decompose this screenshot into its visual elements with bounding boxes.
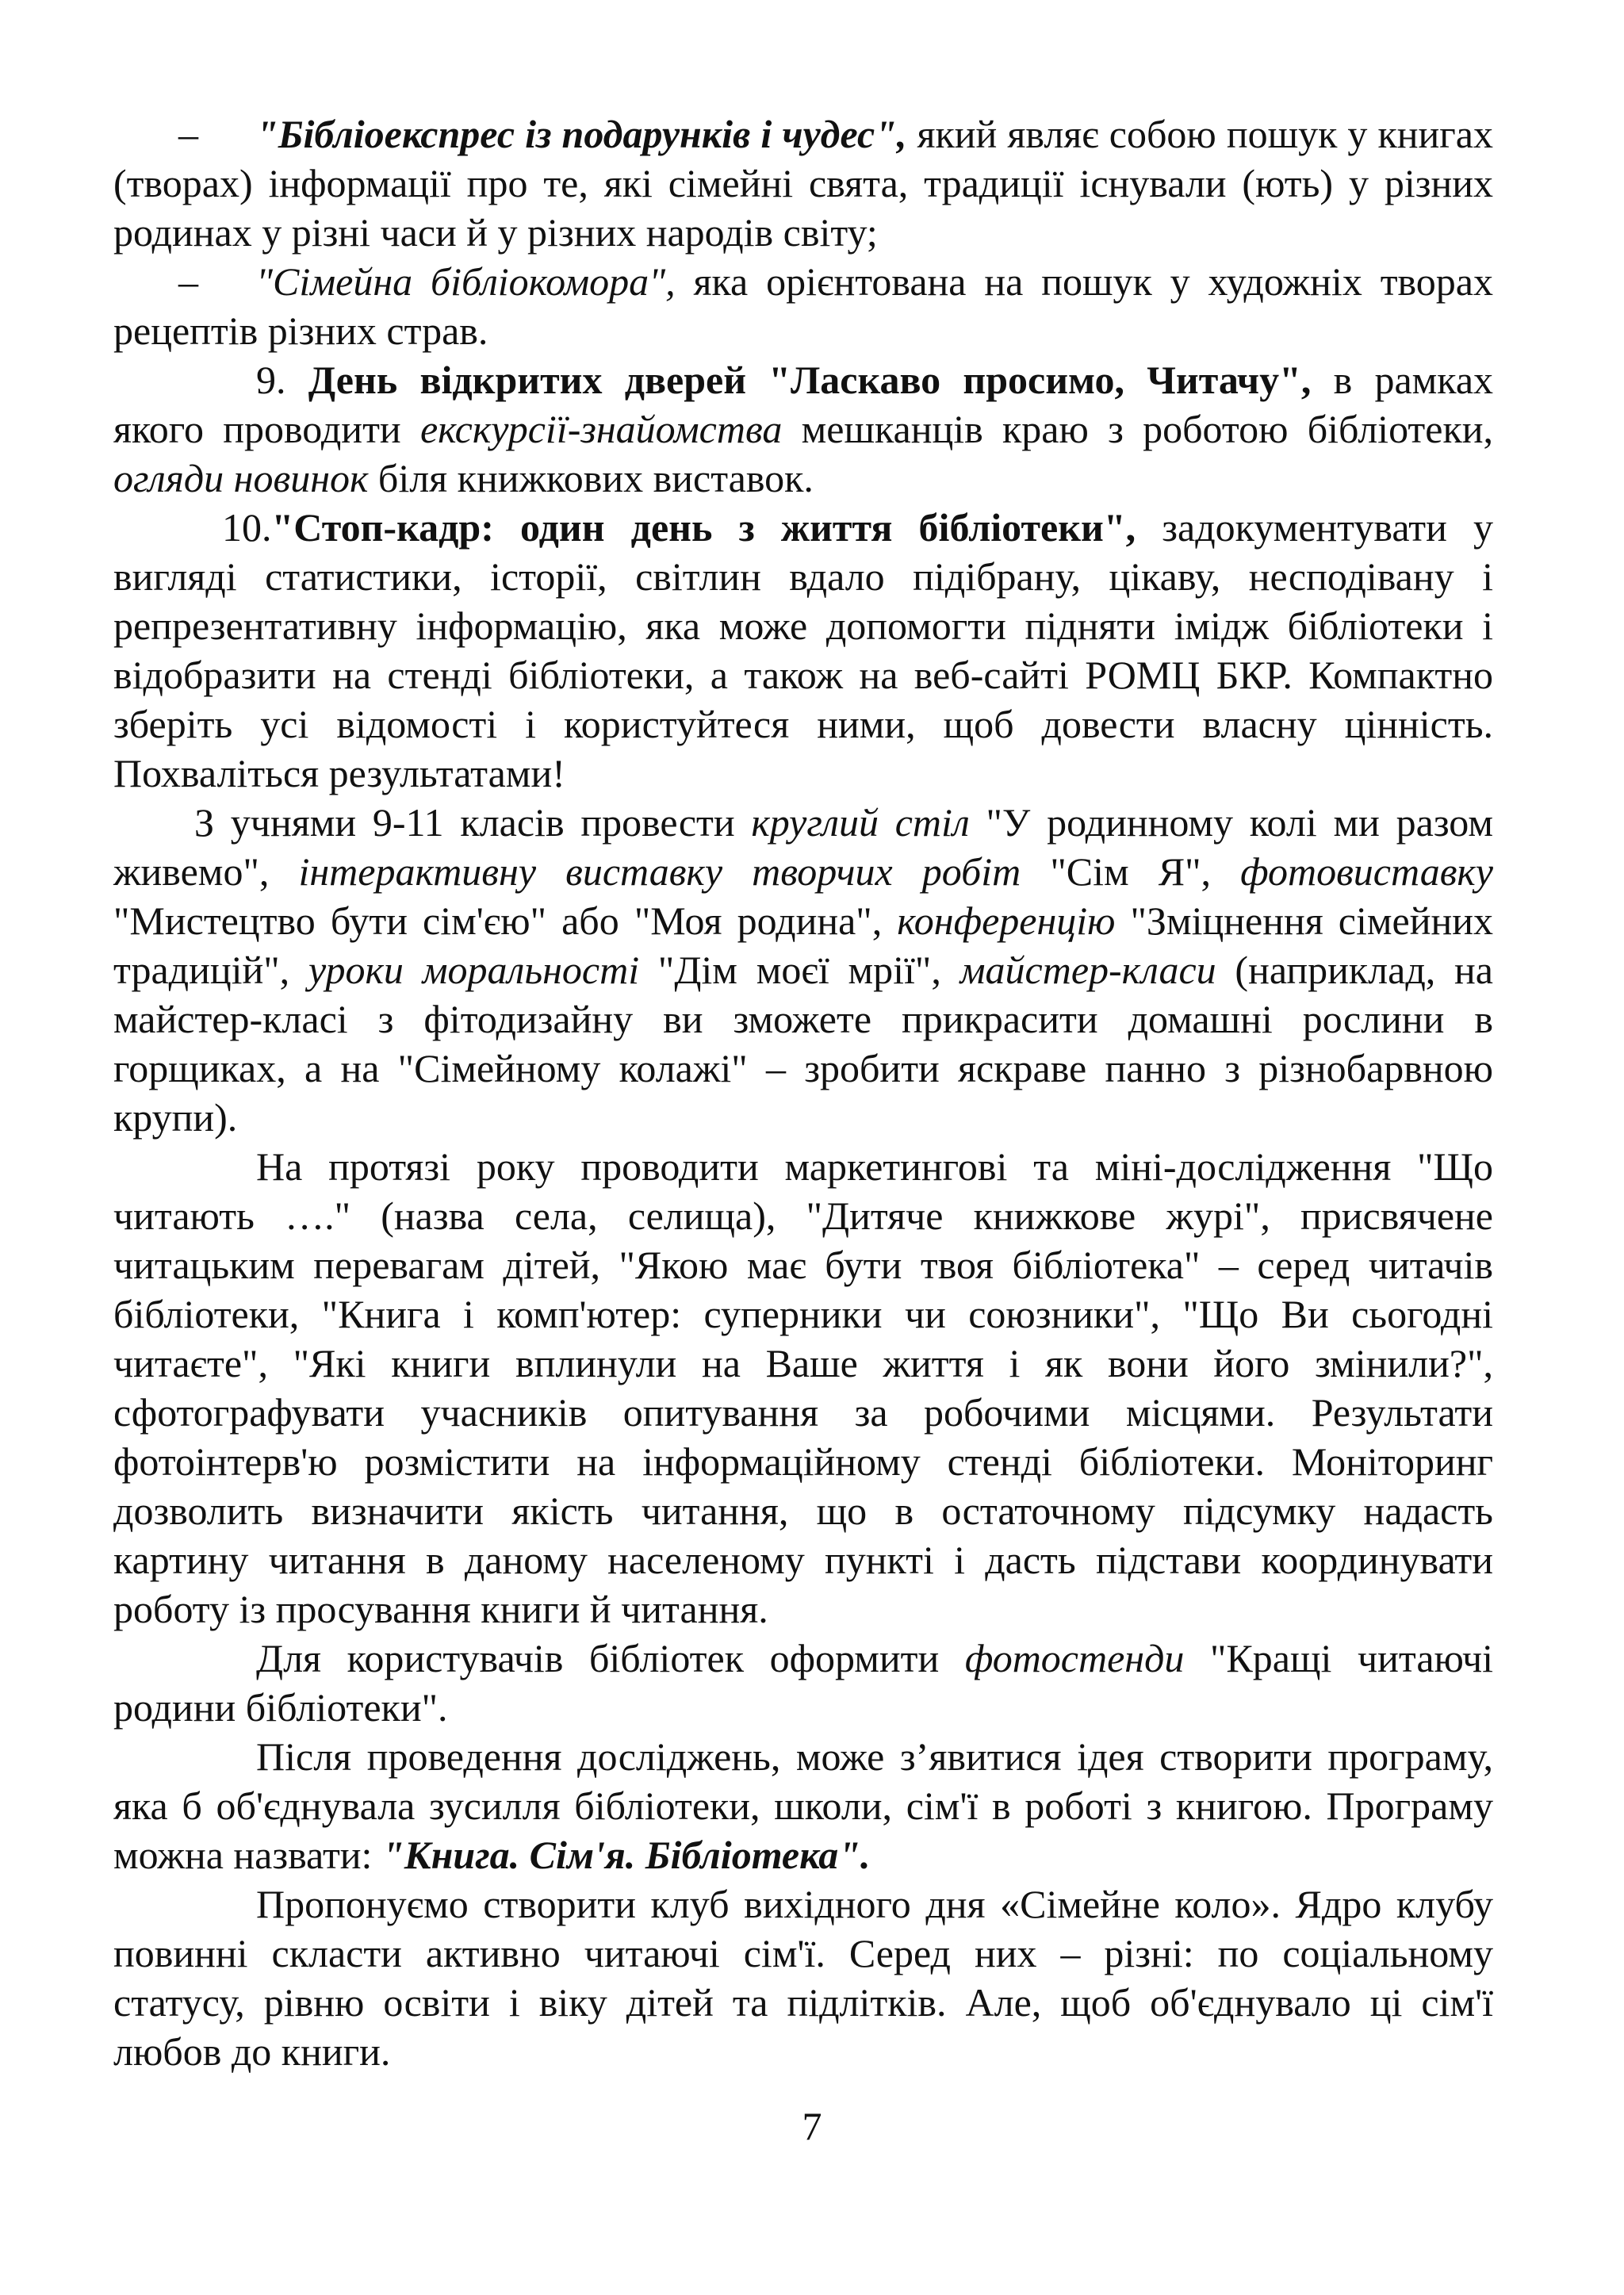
- paragraph-text: На протязі року проводити маркетингові та міні-дослідження "Що читають …." (назва села, селища), "Дитяче книжкове журі", присвячене читацьким перевагам дітей, "Якою має бути твоя бібліотека" – серед читачів бібліотеки, "Книга і комп'ютер: суперники чи союзники", "Що Ви сьогодні читаєте", "Які книги вплинули на Ваше життя і як вони його змінили?", сфотографувати учасників опитування за робочими місцями. Результати фотоінтерв'ю розмістити на інформаційному стенді бібліотеки. Моніторинг дозволить визначити якість читання, що в остаточному підсумку надасть картину читання в даному населеному пункті і дасть підстави координувати роботу із просування книги й читання.: [113, 1144, 1493, 1631]
- item-text: яка орієнтована на пошук у художніх творах рецептів різних страв.: [113, 259, 1494, 353]
- paragraph-text: "Сім Я",: [1021, 849, 1241, 894]
- paragraph-program: [113, 1732, 1493, 1879]
- paragraph-emphasis: інтерактивну виставку творчих робіт: [298, 849, 1021, 894]
- paragraph-text: "Зміцнення сімейних традицій",: [113, 898, 1494, 992]
- item-number: 9.: [256, 358, 308, 402]
- item-text: біля книжкових виставок.: [368, 456, 814, 500]
- item-emphasis: огляди новинок: [113, 456, 369, 500]
- paragraph-emphasis: конференцію: [897, 898, 1116, 943]
- paragraph-emphasis: уроки моральності: [308, 948, 640, 992]
- paragraph-text: "Мистецтво бути сім'єю" або "Моя родина",: [113, 898, 898, 943]
- dash-marker: –: [178, 112, 198, 156]
- paragraph-photostands: [113, 1634, 1493, 1732]
- paragraph-emphasis: майстер-класи: [959, 948, 1216, 992]
- item-text: який являє собою пошук у книгах (творах) інформації про те, які сімейні свята, традиції існували (ють) у різних родинах у різні часи й у різних народів світу;: [113, 112, 1493, 255]
- paragraph-text: "Кращі читаючі родини бібліотеки".: [113, 1636, 1494, 1730]
- paragraph-marketing: [113, 1142, 1493, 1634]
- paragraph-text: "Дім моєї мрії",: [639, 948, 960, 992]
- paragraph-emphasis: фотовиставку: [1240, 849, 1493, 894]
- item-title: "Сімейна бібліокомора",: [256, 259, 676, 304]
- program-title: "Книга. Сім'я. Бібліотека".: [381, 1833, 871, 1877]
- item-emphasis: екскурсії-знайомства: [419, 407, 783, 451]
- list-item-bibliokomora: [113, 257, 1493, 355]
- item-title: "Бібліоекспрес із подарунків і чудес",: [256, 112, 907, 156]
- paragraph-pupils: [113, 798, 1493, 1142]
- paragraph-text: "У родинному колі ми разом живемо",: [113, 800, 1493, 894]
- list-item-bibliocexpress: [113, 109, 1493, 257]
- item-text: задокументувати у вигляді статистики, історії, світлин вдало підібрану, цікаву, несподівану і репрезентативну інформацію, яка може допомогти підняти імідж бібліотеки і відобразити на стенді бібліотеки, а також на веб-сайті РОМЦ БКР. Компактно зберіть усі відомості і користуйтеся ними, щоб довести власну цінність. Похваліться результатами!: [113, 505, 1493, 795]
- paragraph-club: [113, 1879, 1493, 2076]
- dash-marker: –: [178, 259, 198, 304]
- page-number: 7: [802, 2104, 822, 2148]
- paragraph-emphasis: круглий стіл: [751, 800, 970, 845]
- item-title: День відкритих дверей "Ласкаво просимо, Читачу",: [308, 358, 1312, 402]
- paragraph-text: Пропонуємо створити клуб вихідного дня «Сімейне коло». Ядро клубу повинні скласти активно читаючі сім'ї. Серед них – різні: по соціальному статусу, рівню освіти і віку дітей та підлітків. Але, щоб об'єднувало ці сім'ї любов до книги.: [113, 1882, 1493, 2074]
- paragraph-text: Для користувачів бібліотек оформити: [256, 1636, 965, 1680]
- item-title: "Стоп-кадр: один день з життя бібліотеки",: [271, 505, 1136, 550]
- numbered-item-10: [113, 503, 1493, 798]
- paragraph-emphasis: фотостенди: [964, 1636, 1185, 1680]
- item-text: мешканців краю з роботою бібліотеки,: [782, 407, 1494, 451]
- page-body: [113, 109, 1493, 2076]
- item-text: в рамках якого проводити: [113, 358, 1494, 451]
- item-number: 10.: [222, 505, 272, 550]
- paragraph-text: З учнями 9-11 класів провести: [194, 800, 752, 845]
- paragraph-text: Після проведення досліджень, може з’явитися ідея створити програму, яка б об'єднувала зусилля бібліотеки, школи, сім'ї в роботі з книгою. Програму можна назвати:: [113, 1734, 1493, 1877]
- numbered-item-9: [113, 355, 1493, 503]
- paragraph-text: (наприклад, на майстер-класі з фітодизайну ви зможете прикрасити домашні рослини в горщиках, а на "Сімейному колажі" – зробити яскраве панно з різнобарвною крупи).: [113, 948, 1493, 1140]
